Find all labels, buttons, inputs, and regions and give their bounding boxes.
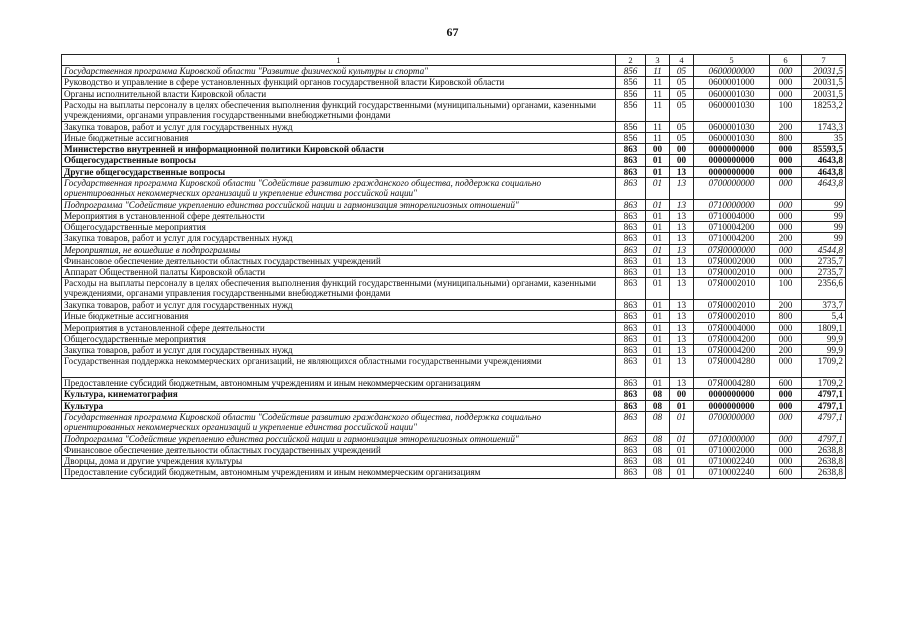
table-row xyxy=(62,121,846,132)
table-row xyxy=(62,378,846,389)
cell-name: Предоставление субсидий бюджетным, автономным учреждениям и иным некоммерческим организациям xyxy=(62,378,616,389)
cell-expense-type: 000 xyxy=(770,333,802,344)
cell-amount: 373,7 xyxy=(802,300,846,311)
cell-expense-type: 000 xyxy=(770,177,802,199)
cell-target-article: 0710000000 xyxy=(694,433,770,444)
cell-department-code: 863 xyxy=(616,222,646,233)
cell-amount: 99,9 xyxy=(802,333,846,344)
cell-expense-type: 000 xyxy=(770,66,802,77)
cell-name: Органы исполнительной власти Кировской области xyxy=(62,88,616,99)
header-col-4: 4 xyxy=(670,55,694,66)
cell-section-code: 11 xyxy=(646,99,670,121)
cell-target-article: 07Я0004280 xyxy=(694,356,770,378)
cell-subsection-code: 13 xyxy=(670,311,694,322)
cell-department-code: 856 xyxy=(616,99,646,121)
cell-name: Руководство и управление в сфере установленных функций органов государственной власти Кировской области xyxy=(62,77,616,88)
cell-target-article: 0710004000 xyxy=(694,211,770,222)
cell-section-code: 01 xyxy=(646,356,670,378)
cell-target-article: 0000000000 xyxy=(694,389,770,400)
cell-department-code: 863 xyxy=(616,467,646,478)
table-row xyxy=(62,389,846,400)
cell-name: Финансовое обеспечение деятельности областных государственных учреждений xyxy=(62,255,616,266)
cell-name: Мероприятия в установленной сфере деятельности xyxy=(62,322,616,333)
cell-expense-type: 600 xyxy=(770,378,802,389)
cell-amount: 4643,8 xyxy=(802,166,846,177)
cell-amount: 4797,1 xyxy=(802,411,846,433)
cell-amount: 20031,5 xyxy=(802,77,846,88)
cell-department-code: 863 xyxy=(616,155,646,166)
cell-expense-type: 000 xyxy=(770,88,802,99)
table-row xyxy=(62,267,846,278)
cell-subsection-code: 13 xyxy=(670,278,694,300)
cell-subsection-code: 01 xyxy=(670,456,694,467)
cell-subsection-code: 00 xyxy=(670,389,694,400)
cell-subsection-code: 05 xyxy=(670,66,694,77)
cell-section-code: 00 xyxy=(646,144,670,155)
table-row xyxy=(62,456,846,467)
table-row xyxy=(62,278,846,300)
cell-amount: 1709,2 xyxy=(802,378,846,389)
cell-section-code: 01 xyxy=(646,211,670,222)
cell-section-code: 08 xyxy=(646,433,670,444)
cell-subsection-code: 13 xyxy=(670,300,694,311)
table-row xyxy=(62,155,846,166)
table-row xyxy=(62,300,846,311)
cell-amount: 4544,8 xyxy=(802,244,846,255)
cell-section-code: 11 xyxy=(646,133,670,144)
cell-expense-type: 200 xyxy=(770,300,802,311)
cell-department-code: 856 xyxy=(616,66,646,77)
cell-amount: 18253,2 xyxy=(802,99,846,121)
table-row xyxy=(62,411,846,433)
table-row xyxy=(62,66,846,77)
cell-subsection-code: 05 xyxy=(670,77,694,88)
cell-section-code: 01 xyxy=(646,278,670,300)
table-row xyxy=(62,88,846,99)
cell-name: Подпрограмма "Содействие укреплению единства российской нации и гармонизация этнорелигиозных отношений" xyxy=(62,433,616,444)
cell-name: Другие общегосударственные вопросы xyxy=(62,166,616,177)
cell-name: Культура, кинематография xyxy=(62,389,616,400)
header-col-3: 3 xyxy=(646,55,670,66)
cell-section-code: 08 xyxy=(646,389,670,400)
cell-expense-type: 800 xyxy=(770,311,802,322)
cell-target-article: 0710000000 xyxy=(694,199,770,210)
cell-name: Общегосударственные мероприятия xyxy=(62,333,616,344)
cell-department-code: 863 xyxy=(616,356,646,378)
cell-target-article: 0700000000 xyxy=(694,177,770,199)
cell-name: Расходы на выплаты персоналу в целях обеспечения выполнения функций государственными (муниципальными) органами, казенными учреждениями, органами управления государственными внебюджетными фондами xyxy=(62,99,616,121)
table-row xyxy=(62,311,846,322)
cell-section-code: 08 xyxy=(646,411,670,433)
cell-name: Государственная программа Кировской области "Содействие развитию гражданского общества, поддержка социально ориентированных некоммерческих организаций и укрепление единства российской нации" xyxy=(62,411,616,433)
cell-department-code: 863 xyxy=(616,199,646,210)
cell-section-code: 01 xyxy=(646,244,670,255)
cell-department-code: 863 xyxy=(616,177,646,199)
cell-amount: 99,9 xyxy=(802,345,846,356)
cell-department-code: 863 xyxy=(616,456,646,467)
cell-amount: 85593,5 xyxy=(802,144,846,155)
cell-target-article: 0710002240 xyxy=(694,467,770,478)
cell-department-code: 863 xyxy=(616,267,646,278)
cell-section-code: 01 xyxy=(646,222,670,233)
cell-amount: 99 xyxy=(802,199,846,210)
cell-department-code: 863 xyxy=(616,378,646,389)
cell-section-code: 01 xyxy=(646,300,670,311)
header-row xyxy=(62,55,846,66)
cell-expense-type: 100 xyxy=(770,278,802,300)
cell-expense-type: 000 xyxy=(770,267,802,278)
cell-department-code: 863 xyxy=(616,244,646,255)
cell-target-article: 07Я0002010 xyxy=(694,278,770,300)
cell-amount: 99 xyxy=(802,211,846,222)
cell-expense-type: 000 xyxy=(770,222,802,233)
cell-subsection-code: 13 xyxy=(670,166,694,177)
cell-name: Закупка товаров, работ и услуг для государственных нужд xyxy=(62,345,616,356)
cell-section-code: 08 xyxy=(646,467,670,478)
table-row xyxy=(62,400,846,411)
cell-name: Предоставление субсидий бюджетным, автономным учреждениям и иным некоммерческим организациям xyxy=(62,467,616,478)
cell-name: Государственная программа Кировской области "Развитие физической культуры и спорта" xyxy=(62,66,616,77)
cell-subsection-code: 05 xyxy=(670,121,694,132)
cell-amount: 2638,8 xyxy=(802,467,846,478)
cell-department-code: 863 xyxy=(616,400,646,411)
cell-department-code: 863 xyxy=(616,411,646,433)
cell-subsection-code: 13 xyxy=(670,378,694,389)
cell-department-code: 863 xyxy=(616,233,646,244)
cell-name: Дворцы, дома и другие учреждения культуры xyxy=(62,456,616,467)
cell-section-code: 11 xyxy=(646,88,670,99)
table-row xyxy=(62,222,846,233)
cell-section-code: 11 xyxy=(646,77,670,88)
cell-amount: 2356,6 xyxy=(802,278,846,300)
cell-target-article: 0600001030 xyxy=(694,121,770,132)
cell-section-code: 01 xyxy=(646,333,670,344)
cell-target-article: 07Я0004200 xyxy=(694,333,770,344)
cell-department-code: 863 xyxy=(616,345,646,356)
cell-name: Расходы на выплаты персоналу в целях обеспечения выполнения функций государственными (муниципальными) органами, казенными учреждениями, органами управления государственными внебюджетными фондами xyxy=(62,278,616,300)
cell-target-article: 07Я0002000 xyxy=(694,255,770,266)
budget-table xyxy=(61,54,846,479)
cell-department-code: 856 xyxy=(616,77,646,88)
cell-subsection-code: 13 xyxy=(670,322,694,333)
cell-amount: 2638,8 xyxy=(802,456,846,467)
cell-subsection-code: 13 xyxy=(670,233,694,244)
cell-expense-type: 200 xyxy=(770,345,802,356)
cell-section-code: 01 xyxy=(646,267,670,278)
table-row xyxy=(62,244,846,255)
header-col-2: 2 xyxy=(616,55,646,66)
cell-subsection-code: 13 xyxy=(670,356,694,378)
cell-section-code: 01 xyxy=(646,378,670,389)
cell-target-article: 0600000000 xyxy=(694,66,770,77)
cell-expense-type: 000 xyxy=(770,77,802,88)
cell-target-article: 0710004200 xyxy=(694,222,770,233)
cell-department-code: 856 xyxy=(616,121,646,132)
cell-section-code: 01 xyxy=(646,345,670,356)
cell-target-article: 0600001030 xyxy=(694,133,770,144)
table-row xyxy=(62,445,846,456)
cell-department-code: 863 xyxy=(616,166,646,177)
table-row xyxy=(62,333,846,344)
cell-subsection-code: 13 xyxy=(670,267,694,278)
header-col-6: 6 xyxy=(770,55,802,66)
cell-section-code: 08 xyxy=(646,400,670,411)
cell-section-code: 08 xyxy=(646,445,670,456)
cell-department-code: 863 xyxy=(616,144,646,155)
table-row xyxy=(62,255,846,266)
cell-section-code: 11 xyxy=(646,66,670,77)
cell-expense-type: 000 xyxy=(770,433,802,444)
cell-department-code: 863 xyxy=(616,322,646,333)
table-row xyxy=(62,322,846,333)
table-row xyxy=(62,356,846,378)
cell-section-code: 01 xyxy=(646,177,670,199)
table-row xyxy=(62,233,846,244)
cell-subsection-code: 13 xyxy=(670,199,694,210)
cell-subsection-code: 13 xyxy=(670,345,694,356)
cell-subsection-code: 13 xyxy=(670,333,694,344)
cell-name: Подпрограмма "Содействие укреплению единства российской нации и гармонизация этнорелигиозных отношений" xyxy=(62,199,616,210)
cell-department-code: 863 xyxy=(616,389,646,400)
cell-name: Закупка товаров, работ и услуг для государственных нужд xyxy=(62,233,616,244)
cell-section-code: 11 xyxy=(646,121,670,132)
cell-target-article: 07Я0002010 xyxy=(694,311,770,322)
cell-expense-type: 000 xyxy=(770,255,802,266)
cell-name: Министерство внутренней и информационной политики Кировской области xyxy=(62,144,616,155)
table-row xyxy=(62,177,846,199)
cell-name: Общегосударственные мероприятия xyxy=(62,222,616,233)
cell-expense-type: 600 xyxy=(770,467,802,478)
header-col-7: 7 xyxy=(802,55,846,66)
cell-expense-type: 200 xyxy=(770,233,802,244)
cell-name: Иные бюджетные ассигнования xyxy=(62,133,616,144)
cell-expense-type: 100 xyxy=(770,99,802,121)
cell-expense-type: 000 xyxy=(770,155,802,166)
cell-amount: 1709,2 xyxy=(802,356,846,378)
cell-expense-type: 200 xyxy=(770,121,802,132)
cell-expense-type: 000 xyxy=(770,144,802,155)
cell-expense-type: 000 xyxy=(770,400,802,411)
table-row xyxy=(62,345,846,356)
cell-target-article: 0710004200 xyxy=(694,233,770,244)
cell-target-article: 07Я0002010 xyxy=(694,267,770,278)
cell-department-code: 863 xyxy=(616,211,646,222)
cell-department-code: 856 xyxy=(616,133,646,144)
table-row xyxy=(62,99,846,121)
cell-section-code: 01 xyxy=(646,233,670,244)
cell-subsection-code: 13 xyxy=(670,177,694,199)
cell-department-code: 863 xyxy=(616,311,646,322)
cell-name: Закупка товаров, работ и услуг для государственных нужд xyxy=(62,300,616,311)
cell-target-article: 0000000000 xyxy=(694,400,770,411)
cell-amount: 99 xyxy=(802,233,846,244)
cell-target-article: 07Я0004280 xyxy=(694,378,770,389)
cell-section-code: 01 xyxy=(646,311,670,322)
cell-target-article: 0000000000 xyxy=(694,166,770,177)
cell-subsection-code: 01 xyxy=(670,445,694,456)
cell-department-code: 863 xyxy=(616,333,646,344)
cell-expense-type: 000 xyxy=(770,322,802,333)
cell-subsection-code: 05 xyxy=(670,88,694,99)
cell-expense-type: 800 xyxy=(770,133,802,144)
cell-department-code: 863 xyxy=(616,300,646,311)
cell-amount: 4797,1 xyxy=(802,433,846,444)
cell-subsection-code: 13 xyxy=(670,222,694,233)
cell-subsection-code: 05 xyxy=(670,133,694,144)
cell-name: Мероприятия в установленной сфере деятельности xyxy=(62,211,616,222)
cell-expense-type: 000 xyxy=(770,166,802,177)
cell-department-code: 863 xyxy=(616,278,646,300)
cell-section-code: 01 xyxy=(646,155,670,166)
cell-amount: 20031,5 xyxy=(802,88,846,99)
cell-target-article: 07Я0004200 xyxy=(694,345,770,356)
cell-subsection-code: 00 xyxy=(670,144,694,155)
cell-department-code: 863 xyxy=(616,445,646,456)
table-row xyxy=(62,166,846,177)
cell-amount: 4797,1 xyxy=(802,400,846,411)
cell-target-article: 0600001000 xyxy=(694,77,770,88)
cell-amount: 5,4 xyxy=(802,311,846,322)
cell-target-article: 07Я0002010 xyxy=(694,300,770,311)
cell-expense-type: 000 xyxy=(770,389,802,400)
cell-section-code: 01 xyxy=(646,199,670,210)
cell-target-article: 07Я0000000 xyxy=(694,244,770,255)
cell-subsection-code: 00 xyxy=(670,155,694,166)
table-row xyxy=(62,133,846,144)
cell-amount: 4643,8 xyxy=(802,155,846,166)
table-row xyxy=(62,77,846,88)
cell-section-code: 01 xyxy=(646,322,670,333)
cell-target-article: 0700000000 xyxy=(694,411,770,433)
cell-subsection-code: 01 xyxy=(670,433,694,444)
cell-expense-type: 000 xyxy=(770,456,802,467)
cell-section-code: 01 xyxy=(646,166,670,177)
cell-amount: 4643,8 xyxy=(802,177,846,199)
cell-subsection-code: 05 xyxy=(670,99,694,121)
table-row xyxy=(62,144,846,155)
cell-amount: 20031,5 xyxy=(802,66,846,77)
cell-expense-type: 000 xyxy=(770,445,802,456)
cell-amount: 2638,8 xyxy=(802,445,846,456)
cell-name: Общегосударственные вопросы xyxy=(62,155,616,166)
cell-amount: 35 xyxy=(802,133,846,144)
cell-section-code: 08 xyxy=(646,456,670,467)
cell-expense-type: 000 xyxy=(770,244,802,255)
cell-amount: 2735,7 xyxy=(802,267,846,278)
cell-name: Иные бюджетные ассигнования xyxy=(62,311,616,322)
cell-name: Закупка товаров, работ и услуг для государственных нужд xyxy=(62,121,616,132)
cell-name: Финансовое обеспечение деятельности областных государственных учреждений xyxy=(62,445,616,456)
cell-expense-type: 000 xyxy=(770,211,802,222)
header-col-5: 5 xyxy=(694,55,770,66)
cell-name: Государственная программа Кировской области "Содействие развитию гражданского общества, поддержка социально ориентированных некоммерческих организаций и укрепление единства российской нации" xyxy=(62,177,616,199)
cell-subsection-code: 13 xyxy=(670,244,694,255)
cell-name: Государственная поддержка некоммерческих организаций, не являющихся областными государственными учреждениями xyxy=(62,356,616,378)
cell-expense-type: 000 xyxy=(770,411,802,433)
cell-amount: 1743,3 xyxy=(802,121,846,132)
table-row xyxy=(62,467,846,478)
cell-target-article: 0600001030 xyxy=(694,88,770,99)
cell-amount: 4797,1 xyxy=(802,389,846,400)
cell-target-article: 0000000000 xyxy=(694,144,770,155)
cell-target-article: 0600001030 xyxy=(694,99,770,121)
cell-expense-type: 000 xyxy=(770,356,802,378)
cell-target-article: 0710002000 xyxy=(694,445,770,456)
cell-subsection-code: 13 xyxy=(670,211,694,222)
cell-name: Аппарат Общественной палаты Кировской области xyxy=(62,267,616,278)
cell-subsection-code: 01 xyxy=(670,400,694,411)
table-row xyxy=(62,199,846,210)
cell-name: Мероприятия, не вошедшие в подпрограммы xyxy=(62,244,616,255)
header-col-1: 1 xyxy=(62,55,616,66)
cell-subsection-code: 01 xyxy=(670,467,694,478)
cell-target-article: 0710002240 xyxy=(694,456,770,467)
cell-amount: 2735,7 xyxy=(802,255,846,266)
table-row xyxy=(62,433,846,444)
cell-expense-type: 000 xyxy=(770,199,802,210)
cell-subsection-code: 01 xyxy=(670,411,694,433)
cell-department-code: 863 xyxy=(616,255,646,266)
cell-department-code: 856 xyxy=(616,88,646,99)
cell-amount: 99 xyxy=(802,222,846,233)
page-number: 67 xyxy=(446,25,459,39)
cell-amount: 1809,1 xyxy=(802,322,846,333)
cell-subsection-code: 13 xyxy=(670,255,694,266)
cell-target-article: 0000000000 xyxy=(694,155,770,166)
cell-target-article: 07Я0004000 xyxy=(694,322,770,333)
cell-section-code: 01 xyxy=(646,255,670,266)
table-row xyxy=(62,211,846,222)
cell-name: Культура xyxy=(62,400,616,411)
cell-department-code: 863 xyxy=(616,433,646,444)
